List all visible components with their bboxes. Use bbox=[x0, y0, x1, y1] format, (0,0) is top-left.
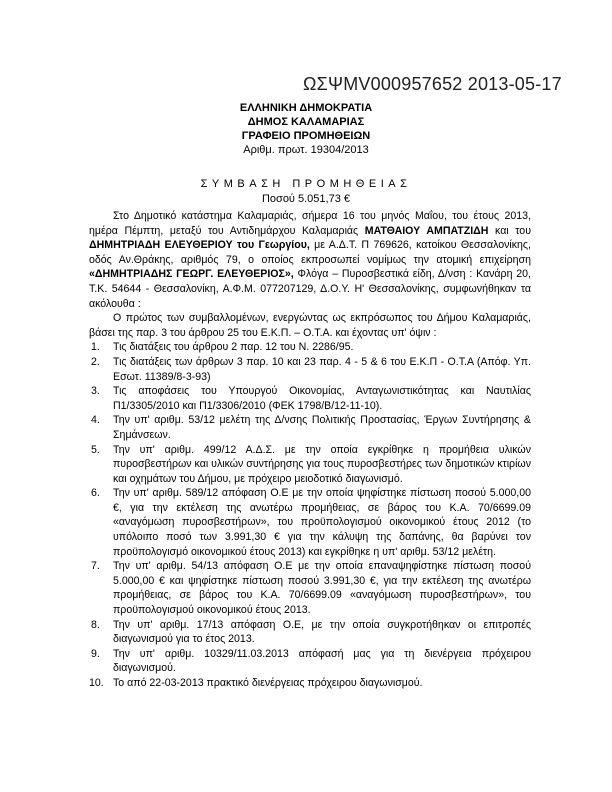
considerations-paragraph: Ο πρώτος των συμβαλλομένων, ενεργώντας ως εκπρόσωπος του Δήμου Καλαμαριάς, βάσει της παρ. 3 του άρθρου 25 του Ε.Κ.Π. – Ο.Τ.Α. και έχοντας υπ' όψιν : bbox=[89, 312, 531, 339]
deputy-mayor-name: ΜΑΤΘΑΙΟΥ ΑΜΠΑΤΖΙΔΗ bbox=[364, 224, 489, 237]
list-item: 1. Τις διατάξεις του άρθρου 2 παρ. 12 του Ν. 2286/95. bbox=[91, 341, 354, 354]
ada-stamp bbox=[303, 74, 562, 95]
header-line-republic: ΕΛΛΗΝΙΚΗ ΔΗΜΟΚΡΑΤΙΑ bbox=[239, 102, 373, 114]
list-item: 4. Την υπ' αριθμ. 53/12 μελέτη της Δ/νσης Πολιτικής Προστασίας, Έργων Συντήρησης & Σημάνσεων. bbox=[91, 414, 531, 441]
ada-code: ΩΣΨMV000957652 bbox=[303, 74, 463, 94]
list-item: 8. Την υπ' αριθμ. 17/13 απόφαση Ο.Ε, με την οποία συγκροτήθηκαν οι επιτροπές διαγωνισμού για το έτος 2013. bbox=[91, 618, 531, 646]
intro-text-b: και του bbox=[488, 224, 531, 237]
considerations-list bbox=[89, 340, 531, 690]
contract-amount: Ποσού 5.051,73 € bbox=[261, 193, 351, 205]
list-item: 5. Την υπ' αριθμ. 499/12 Α.Δ.Σ. με την οποία εγκρίθηκε η προμήθεια υλικών πυροσβεστήρων και υλικών συντήρησης για τους πυροσβεστήρες των δημοτικών κτιρίων και οχημάτων του Δήμου, με πρόχειρο μειοδοτικό διαγωνισμό. bbox=[91, 443, 531, 485]
ada-date: 2013-05-17 bbox=[467, 74, 562, 94]
document-title: ΣΥΜΒΑΣΗ ΠΡΟΜΗΘΕΙΑΣ bbox=[200, 178, 412, 190]
list-item: 6. Την υπ' αριθμ. 589/12 απόφαση Ο.Ε με την οποία ψηφίστηκε πίστωση ποσού 5.000,00 €, για την εκτέλεση της ανωτέρω προμήθειας, σε βάρος του Κ.Α. 70/6699.09 «αναγόμωση πυροσβεστήρων», του προϋπολογισμού οικονομικού έτους 2012 (το υπόλοιπο ποσό των 3.991,30 € για την κάλυψη της δαπάνης, θα βαρύνει τον προϋπολογισμό οικονομικού έτους 2013) και εγκρίθηκε η υπ' αριθμ. 53/12 μελέτη. bbox=[91, 487, 531, 558]
protocol-number: Αριθμ. πρωτ. 19304/2013 bbox=[243, 144, 369, 156]
intro-paragraph bbox=[89, 209, 531, 311]
intro-text-d: Φλόγα – Πυροσβεστικά είδη, Δ/νση : Κανάρη 20, Τ.Κ. 54644 - Θεσσαλονίκη, Α.Φ.Μ. 077207129, Δ.Ο.Υ. Η' Θεσσαλονίκης, συμφωνήθηκαν τα ακόλουθα : bbox=[89, 268, 531, 310]
document-body bbox=[89, 209, 531, 691]
intro-text-a: Στο Δημοτικό κατάστημα Καλαμαριάς, σήμερα 16 του μηνός Μαΐου, του έτους 2013, ημέρα Πέμπτη, μεταξύ του Αντιδημάρχου Καλαμαριάς bbox=[89, 210, 531, 237]
header-line-municipality: ΔΗΜΟΣ ΚΑΛΑΜΑΡΙΑΣ bbox=[247, 116, 365, 128]
list-item: 9. Την υπ' αριθμ. 10329/11.03.2013 απόφασή μας για τη διενέργεια πρόχειρου διαγωνισμού. bbox=[91, 647, 531, 675]
intro-text-c: με Α.Δ.Τ. Π 769626, κατοίκου Θεσσαλονίκης, οδός Αν.Θράκης, αριθμός 79, ο οποίος εκπροσωπεί νομίμως την ατομική επιχείρηση bbox=[89, 239, 531, 266]
list-item: 7. Την υπ' αριθμ. 54/13 απόφαση Ο.Ε με την οποία επαναψηφίστηκε πίστωση ποσού 5.000,00 € και ψηφίστηκε πίστωση ποσού 3.991,30 €, για την εκτέλεση της ανωτέρω προμήθειας, σε βάρος του Κ.Α. 70/6699.09 «αναγόμωση πυροσβεστήρων», του προϋπολογισμού οικονομικού έτους 2013. bbox=[91, 560, 531, 617]
list-item: 10. Το από 22-03-2013 πρακτικό διενέργειας πρόχειρου διαγωνισμού. bbox=[89, 677, 423, 689]
contractor-name: ΔΗΜΗΤΡΙΑΔΗ ΕΛΕΥΘΕΡΙΟΥ του Γεωργίου, bbox=[89, 239, 310, 252]
document-header bbox=[0, 101, 612, 157]
company-name: «ΔΗΜΗΤΡΙΑΔΗΣ ΓΕΩΡΓ. ΕΛΕΥΘΕΡΙΟΣ», bbox=[89, 268, 294, 281]
header-line-office: ΓΡΑΦΕΙΟ ΠΡΟΜΗΘΕΙΩΝ bbox=[241, 130, 371, 142]
list-item: 2. Τις διατάξεις των άρθρων 3 παρ. 10 και 23 παρ. 4 - 5 & 6 του Ε.Κ.Π - Ο.Τ.Α (Απόφ. Υπ. Εσωτ. 11389/8-3-93) bbox=[91, 355, 531, 383]
list-item: 3. Τις αποφάσεις του Υπουργού Οικονομίας, Ανταγωνιστικότητας και Ναυτιλίας Π1/3305/2010 και Π1/3306/2010 (ΦΕΚ 1798/Β/12-11-10). bbox=[91, 385, 531, 412]
